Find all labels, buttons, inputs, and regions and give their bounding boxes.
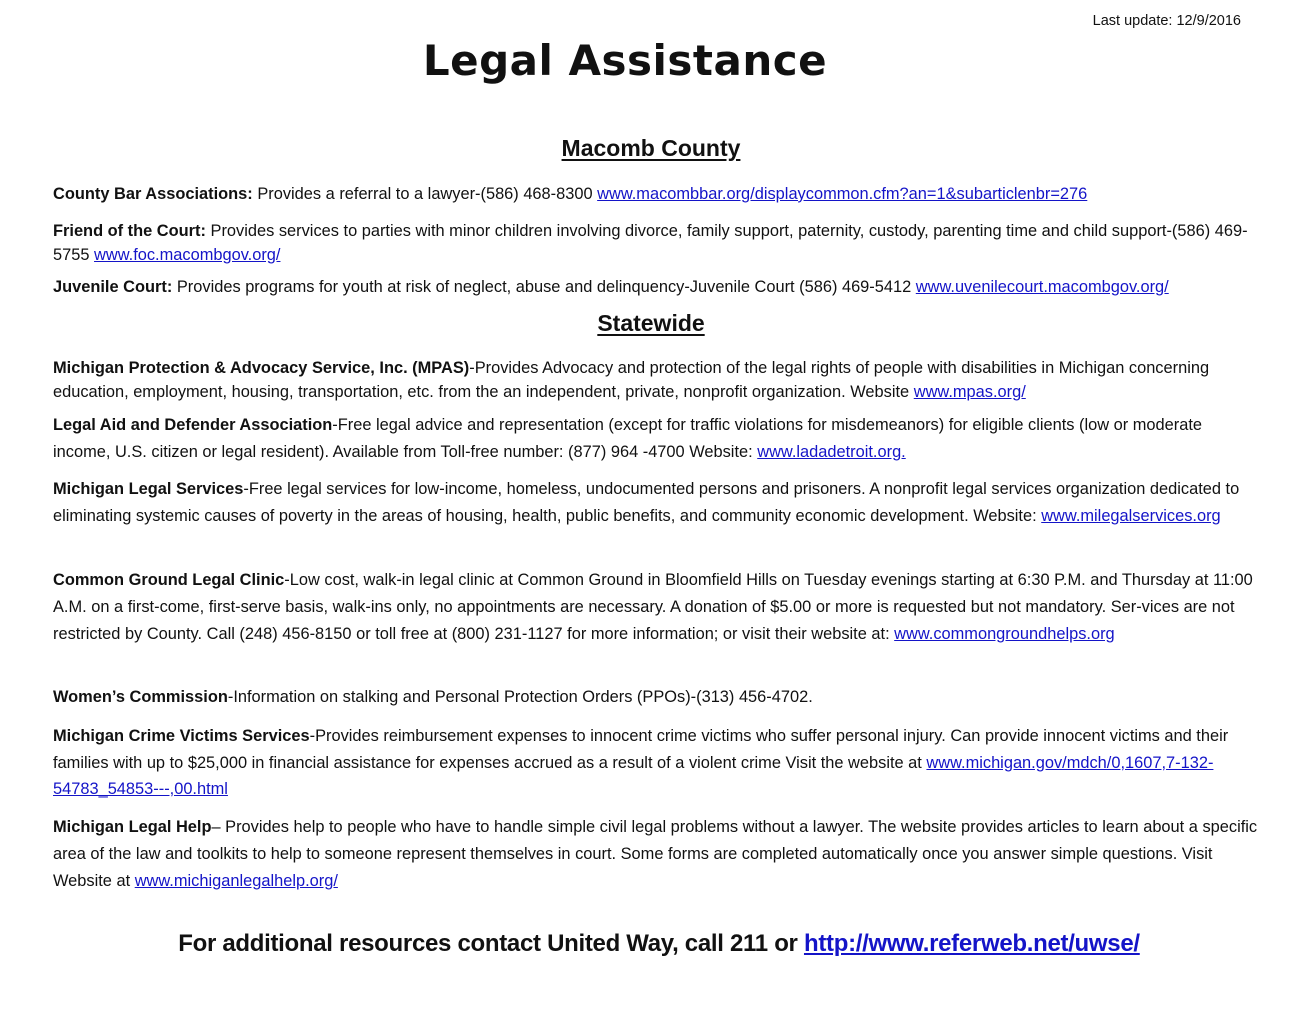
entry-michigan-legal-services — [53, 476, 1258, 530]
entry-name: Women’s Commission — [53, 688, 228, 706]
michiganlegalhelp-link[interactable]: www.michiganlegalhelp.org/ — [134, 872, 338, 890]
entry-description: -Provides Advocacy and protection of the legal rights of people with disabilities in Michigan concerning education, employment, housing, transportation, etc. from the an independent, private, nonprofit organization. Website — [53, 359, 1210, 401]
milegalservices-link[interactable]: www.milegalservices.org — [1041, 507, 1221, 525]
section-heading-macomb: Macomb County — [561, 135, 741, 161]
entry-description: -Information on stalking and Personal Protection Orders (PPOs)-(313) 456-4702. — [227, 688, 813, 706]
entry-name: Legal Aid and Defender Association — [53, 416, 333, 434]
entry-description: – Provides help to people who have to handle simple civil legal problems without a lawyer. The website provides articles to learn about a specific area of the law and toolkits to help to someone represent themselves in court. Some forms are completed automatically once you answer simple questions. Visit Website at — [53, 818, 1258, 890]
friend-of-court-link[interactable]: www.foc.macombgov.org/ — [94, 245, 281, 264]
entry-crime-victims — [53, 723, 1258, 803]
county-bar-link[interactable]: www.macombbar.org/displaycommon.cfm?an=1&subarticlenbr=276 — [597, 185, 1088, 203]
entry-michigan-legal-help — [53, 814, 1258, 895]
entry-womens-commission — [53, 685, 1258, 709]
entry-name: Michigan Legal Services — [53, 480, 244, 498]
entry-common-ground — [53, 567, 1258, 648]
entry-description: Provides a referral to a lawyer-(586) 468-8300 — [252, 185, 598, 203]
entry-name: Michigan Legal Help — [53, 818, 212, 836]
last-update: Last update: 12/9/2016 — [1092, 13, 1241, 29]
entry-friend-of-court — [53, 220, 1258, 267]
entry-description: Provides programs for youth at risk of neglect, abuse and delinquency-Juvenile Court (586) 469-5412 — [172, 278, 916, 296]
page-title: Legal Assistance — [422, 36, 828, 85]
mpas-link[interactable]: www.mpas.org/ — [913, 382, 1026, 401]
entry-name: Michigan Protection & Advocacy Service, Inc. (MPAS) — [53, 359, 470, 377]
entry-county-bar — [53, 183, 1258, 205]
entry-name: Friend of the Court: — [53, 222, 206, 240]
entry-juvenile-court — [53, 276, 1258, 298]
entry-description: Provides services to parties with minor children involving divorce, family support, paternity, custody, parenting time and child support-(586) 469-5755 — [53, 222, 1248, 264]
entry-mpas — [53, 357, 1258, 404]
referweb-link[interactable]: http://www.referweb.net/uwse/ — [803, 930, 1140, 957]
entry-name: Michigan Crime Victims Services — [53, 727, 310, 745]
entry-description: -Free legal services for low-income, homeless, undocumented persons and prisoners. A nonprofit legal services organization dedicated to eliminating systemic causes of poverty in the areas of housing, health, public benefits, and community economic development. Website: — [53, 480, 1240, 525]
footer — [0, 930, 1299, 958]
juvenile-court-link[interactable]: www.uvenilecourt.macombgov.org/ — [915, 278, 1169, 296]
entry-description: -Provides reimbursement expenses to innocent crime victims who suffer personal injury. Can provide innocent victims and their families with up to $25,000 in financial assistance for expenses accrued as a result of a violent crime Visit the website at — [53, 727, 1229, 772]
entry-legal-aid-defender — [53, 412, 1258, 466]
section-heading-statewide: Statewide — [597, 310, 705, 336]
lada-link[interactable]: www.ladadetroit.org. — [757, 443, 906, 461]
michigan-gov-link[interactable]: www.michigan.gov/mdch/0,1607,7-132-54783_54853---,00.html — [53, 753, 1214, 798]
entry-name: Common Ground Legal Clinic — [53, 571, 285, 589]
entry-description: -Free legal advice and representation (except for traffic violations for misdemeanors) for eligible clients (low or moderate income, U.S. citizen or legal resident). Available from Toll-free number: (877) 964 -4700 Website: — [53, 416, 1203, 461]
footer-text: For additional resources contact United Way, call 211 or — [178, 930, 804, 957]
entry-name: County Bar Associations: — [53, 185, 253, 203]
entry-description: -Low cost, walk-in legal clinic at Common Ground in Bloomfield Hills on Tuesday evenings starting at 6:30 P.M. and Thursday at 11:00 A.M. on a first-come, first-serve basis, walk-ins only, no appointments are necessary. A donation of $5.00 or more is requested but not mandatory. Ser-vices are not restricted by County. Call (248) 456-8150 or toll free at (800) 231-1127 for more information; or visit their website at: — [53, 571, 1253, 643]
entry-name: Juvenile Court: — [53, 278, 173, 296]
commongroundhelps-link[interactable]: www.commongroundhelps.org — [894, 625, 1115, 643]
